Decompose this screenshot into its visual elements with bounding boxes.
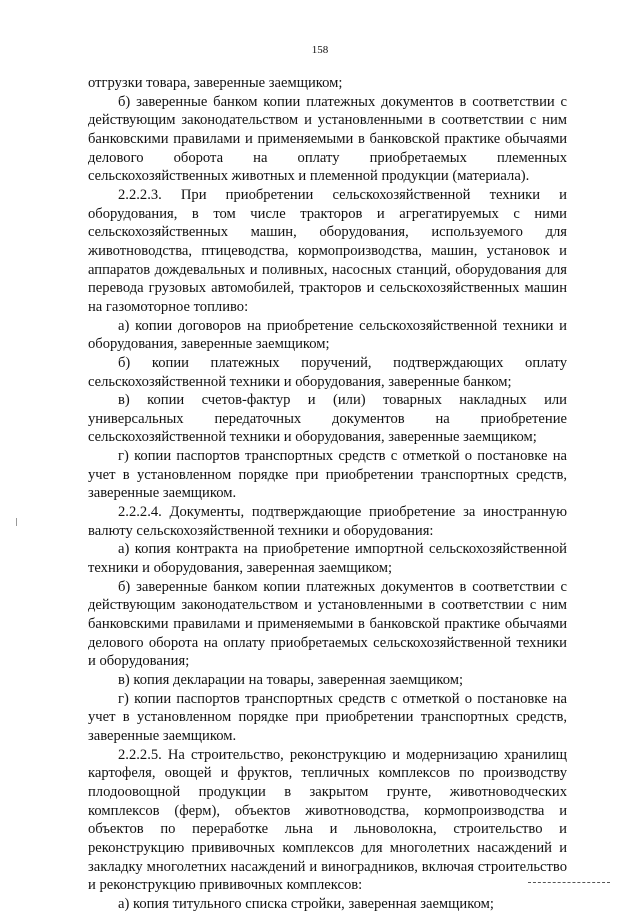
paragraph-item-a-import-contract: а) копия контракта на приобретение импортной сельскохозяйственной техники и оборудования, заверенная заемщиком; bbox=[88, 541, 567, 577]
paragraph-item-b-bank-copies-foreign: б) заверенные банком копии платежных документов в соответствии с действующим законодательством и установленными в соответствии с ним банковскими правилами и применяемыми в банковской практике обычаями делового оборота на оплату приобретаемых сельскохозяйственной техники и оборудования; bbox=[88, 578, 567, 670]
paragraph-item-g-vehicle-passports: г) копии паспортов транспортных средств с отметкой о постановке на учет в установленном порядке при приобретении транспортных средств, заверенные заемщиком. bbox=[88, 448, 567, 502]
paragraph-item-b-payment-orders: б) копии платежных поручений, подтверждающих оплату сельскохозяйственной техники и оборудования, заверенные банком; bbox=[88, 354, 567, 390]
paragraph-continuation: отгрузки товара, заверенные заемщиком; bbox=[88, 75, 343, 91]
paragraph-section-2-2-2-3: 2.2.2.3. При приобретении сельскохозяйственной техники и оборудования, в том числе тракторов и агрегатируемых с ними сельскохозяйственных машин, оборудования, используемого для животноводства, птицеводства, кормопроизводства, машин, установок и аппаратов дождевальных и поливных, насосных станций, оборудования для перевода грузовых автомобилей, тракторов и сельскохозяйственных машин на газомоторное топливо: bbox=[88, 186, 567, 315]
paragraph-item-v-customs-declaration: в) копия декларации на товары, заверенная заемщиком; bbox=[118, 672, 464, 688]
document-body bbox=[88, 74, 567, 914]
paragraph-section-2-2-2-4: 2.2.2.4. Документы, подтверждающие приобретение за иностранную валюту сельскохозяйственной техники и оборудования: bbox=[88, 504, 567, 539]
paragraph-item-v-invoices: в) копии счетов-фактур и (или) товарных накладных или универсальных передаточных документов на приобретение сельскохозяйственной техники и оборудования, заверенные заемщиком; bbox=[88, 392, 567, 446]
page-number: 158 bbox=[311, 44, 329, 56]
paragraph-item-a-contracts: а) копии договоров на приобретение сельскохозяйственной техники и оборудования, заверенные заемщиком; bbox=[88, 317, 567, 353]
paragraph-item-g-vehicle-passports-2: г) копии паспортов транспортных средств с отметкой о постановке на учет в установленном порядке при приобретении транспортных средств, заверенные заемщиком. bbox=[88, 690, 567, 744]
footer-divider bbox=[528, 882, 610, 883]
scan-margin-mark bbox=[16, 518, 17, 526]
paragraph-item-a-title-list: а) копия титульного списка стройки, заверенная заемщиком; bbox=[118, 895, 494, 912]
paragraph-item-b-bank-copies: б) заверенные банком копии платежных документов в соответствии с действующим законодательством и установленными в соответствии с ним банковскими правилами и применяемыми в банковской практике обычаями делового оборота на оплату приобретаемых племенных сельскохозяйственных животных и племенной продукции (материала). bbox=[88, 93, 567, 185]
paragraph-section-2-2-2-5: 2.2.2.5. На строительство, реконструкцию и модернизацию хранилищ картофеля, овощей и фруктов, тепличных комплексов по производству плодоовощной продукции в закрытом грунте, животноводческих комплексов (ферм), объектов животноводства, кормопроизводства и объектов по переработке льна и льноволокна, строительство и реконструкцию прививочных комплексов для многолетних насаждений и закладку многолетних насаждений и виноградников, включая строительство и реконструкцию прививочных комплексов: bbox=[88, 746, 567, 894]
